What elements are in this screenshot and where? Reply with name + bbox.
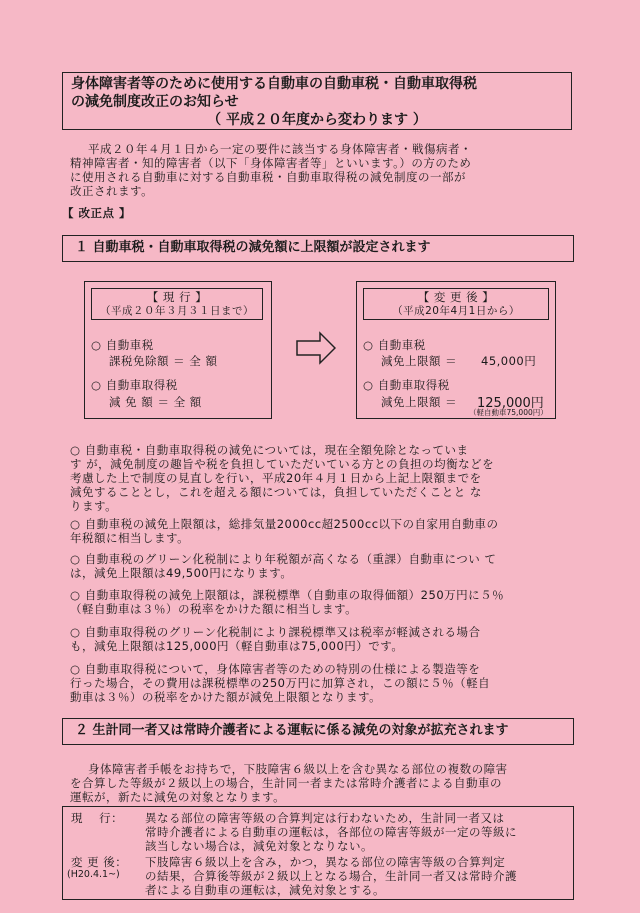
note-line: ○ 自動車税・自動車取得税の減免については，現在全額免除となっていま [70, 443, 469, 457]
current-tax2-name: ○ 自動車取得税 [91, 378, 178, 392]
note-line: は，減免上限額は49,500円になります。 [70, 566, 293, 580]
changed-tax2-name: ○ 自動車取得税 [363, 378, 450, 392]
current-tax1-value: 課税免除額 ＝ 全 額 [109, 354, 218, 368]
changed-rules-box [356, 281, 556, 419]
changed-tax2-note: （軽自動車75,000円） [469, 408, 548, 417]
section2-line: を合算した等級が２級以上の場合，生計同一者または常時介護者による自動車の [70, 776, 502, 790]
compare-changed-date: (H20.4.1~) [67, 869, 120, 880]
compare-line: 異なる部位の障害等級の合算判定は行わないため，生計同一者又は [145, 811, 505, 825]
note-line: ○ 自動車税の減免上限額は，総排気量2000cc超2500cc以下の自家用自動車の [70, 517, 499, 531]
note-2 [70, 517, 570, 545]
note-line: ○ 自動車税のグリーン化税制により年税額が高くなる（重課）自動車につい て [70, 552, 497, 566]
arrow-right-icon [296, 331, 336, 365]
note-line: す が，減免制度の趣旨や税を負担していただいている方との負担の均衡などを [70, 457, 495, 471]
notice-title-box [62, 72, 572, 130]
compare-line: の結果，合算後等級が２級以上となる場合，生計同一者又は常時介護 [145, 869, 517, 883]
intro-paragraph [70, 142, 570, 198]
intro-line: 平成２０年４月１日から一定の要件に該当する身体障害者・戦傷病者・ [88, 142, 472, 156]
note-line: も，減免上限額は125,000円（軽自動車は75,000円）です。 [70, 639, 404, 653]
intro-line: 改正されます。 [70, 184, 154, 198]
current-period-box [91, 288, 263, 320]
section2-heading: ２ 生計同一者又は常時介護者による運転に係る減免の対象が拡充されます [62, 718, 574, 745]
note-line: 行った場合，その費用は課税標準の250万円に加算され，この額に５％（軽自 [70, 676, 491, 690]
note-4 [70, 588, 570, 616]
changed-tax1-label: 減免上限額 ＝ [381, 354, 458, 368]
note-line: ○ 自動車取得税のグリーン化税制により課税標準又は税率が軽減される場合 [70, 625, 481, 639]
current-period: （平成２０年３月３１日まで） [100, 305, 254, 317]
changed-tax2-label: 減免上限額 ＝ [381, 395, 458, 409]
compare-current-text [145, 811, 569, 853]
section2-body [70, 762, 570, 804]
title-line-2: の減免制度改正のお知らせ [71, 94, 239, 110]
changed-label: 【 変 更 後 】 [417, 290, 495, 304]
compare-changed-text [145, 855, 569, 897]
section2-line: 運転が，新たに減免の対象となります。 [70, 790, 286, 804]
section2-line: 身体障害者手帳をお持ちで，下肢障害６級以上を含む異なる部位の複数の障害 [88, 762, 508, 776]
current-label: 【 現 行 】 [146, 290, 208, 304]
note-line: 考慮した上で制度の見直しを行い，平成20年４月１日から上記上限額までを [70, 471, 482, 485]
comparison-box [62, 806, 574, 900]
title-line-3: （ 平成２０年度から変わります ） [207, 112, 427, 128]
intro-line: 精神障害者・知的障害者（以下「身体障害者等」といいます。）の方のため [70, 156, 472, 170]
revision-heading: 【 改正点 】 [62, 206, 132, 220]
note-line: 動車は３％）の税率をかけた額が減免上限額となります。 [70, 690, 382, 704]
changed-period: （平成20年4月1日から） [392, 305, 520, 317]
current-tax2-value: 減 免 額 ＝ 全 額 [109, 395, 202, 409]
note-3 [70, 552, 570, 580]
title-line-1: 身体障害者等のために使用する自動車の自動車税・自動車取得税 [71, 76, 477, 92]
changed-period-box [363, 288, 549, 320]
current-rules-box [84, 281, 272, 419]
note-1 [70, 443, 570, 513]
note-line: 減免することとし，これを超える額については，負担していただくことと な [70, 485, 482, 499]
note-line: 年税額に相当します。 [70, 531, 190, 545]
note-line: ○ 自動車取得税について，身体障害者等のための特別の仕様による製造等を [70, 662, 481, 676]
compare-line: 常時介護者による自動車の運転は，各部位の障害等級が一定の等級に [145, 825, 517, 839]
note-6 [70, 662, 570, 704]
changed-tax2-amount: 125,000円 [477, 396, 544, 411]
section1-heading: １ 自動車税・自動車取得税の減免額に上限額が設定されます [62, 235, 574, 262]
current-tax1-name: ○ 自動車税 [91, 338, 154, 352]
note-line: ○ 自動車取得税の減免上限額は，課税標準（自動車の取得価額）250万円に５％ [70, 588, 505, 602]
compare-current-label: 現 行： [71, 811, 124, 825]
note-5 [70, 625, 570, 653]
compare-line: 該当しない場合は，減免対象となりない。 [145, 839, 373, 853]
compare-line: 者による自動車の運転は，減免対象とする。 [145, 883, 385, 897]
changed-tax1-name: ○ 自動車税 [363, 338, 426, 352]
changed-tax1-amount: 45,000円 [481, 354, 537, 368]
note-line: ります。 [70, 499, 118, 513]
compare-changed-label: 変 更 後： [71, 855, 128, 869]
compare-line: 下肢障害６級以上を含み，かつ，異なる部位の障害等級の合算判定 [145, 855, 506, 869]
intro-line: に使用される自動車に対する自動車税・自動車取得税の減免制度の一部が [70, 170, 466, 184]
note-line: （軽自動車は３％）の税率をかけた額に相当します。 [70, 602, 358, 616]
